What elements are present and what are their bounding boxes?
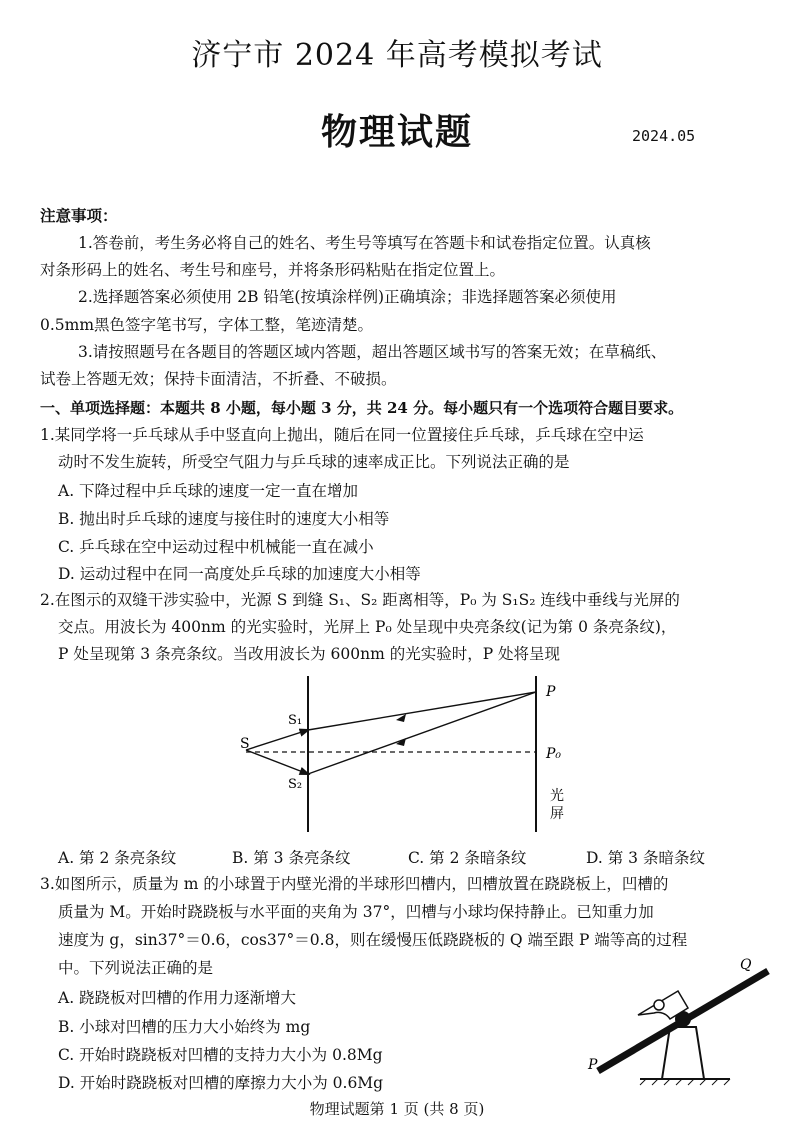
label-slit-1: S₁ <box>288 713 303 728</box>
question-2-option-b: B. 第 3 条亮条纹 <box>232 849 351 867</box>
notice-heading: 注意事项： <box>40 206 118 225</box>
label-q: Q <box>740 957 752 973</box>
question-1-option-c: C. 乒乓球在空中运动过程中机械能一直在减小 <box>58 538 374 556</box>
section-heading: 一、单项选择题：本题共 8 小题，每小题 3 分，共 24 分。每小题只有一个选项符合题目要求。 <box>40 399 684 417</box>
pivot-support <box>662 1027 704 1079</box>
double-slit-diagram <box>220 672 600 840</box>
notice-line: 对条形码上的姓名、考生号和座号，并将条形码粘贴在指定位置上。 <box>40 261 506 279</box>
label-screen-1: 光 <box>550 788 564 804</box>
question-2-stem: 交点。用波长为 400nm 的光实验时，光屏上 P₀ 处呈现中央亮条纹(记为第 0 条亮条纹)， <box>58 618 677 636</box>
seesaw-diagram <box>580 955 780 1095</box>
question-2-stem: 2.在图示的双缝干涉实验中，光源 S 到缝 S₁、S₂ 距离相等，P₀ 为 S₁S₂ 连线中垂线与光屏的 <box>40 591 680 609</box>
question-3-option-d: D. 开始时跷跷板对凹槽的摩擦力大小为 0.6Mg <box>58 1074 384 1092</box>
page-footer: 物理试题第 1 页 (共 8 页) <box>309 1100 485 1118</box>
label-p: P <box>546 684 556 700</box>
question-2-option-d: D. 第 3 条暗条纹 <box>586 849 705 867</box>
question-1-option-b: B. 抛出时乒乓球的速度与接住时的速度大小相等 <box>58 510 390 528</box>
ray-s2-p <box>308 692 536 774</box>
question-1-option-a: A. 下降过程中乒乓球的速度一定一直在增加 <box>58 482 359 500</box>
question-1-stem: 动时不发生旋转，所受空气阻力与乒乓球的速率成正比。下列说法正确的是 <box>58 453 570 471</box>
notice-line: 试卷上答题无效；保持卡面清洁，不折叠、不破损。 <box>40 370 397 388</box>
question-3-option-a: A. 跷跷板对凹槽的作用力逐渐增大 <box>58 989 297 1007</box>
question-2-option-a: A. 第 2 条亮条纹 <box>58 849 177 867</box>
notice-line: 3.请按照题号在各题目的答题区域内答题，超出答题区域书写的答案无效；在草稿纸、 <box>78 343 667 361</box>
notice-line: 1.答卷前，考生务必将自己的姓名、考生号等填写在答题卡和试卷指定位置。认真核 <box>78 234 651 252</box>
exam-date: 2024.05 <box>632 127 696 145</box>
label-p0: P₀ <box>546 746 562 762</box>
notice-line: 2.选择题答案必须使用 2B 铅笔(按填涂样例)正确填涂；非选择题答案必须使用 <box>78 288 617 306</box>
question-3-stem: 中。下列说法正确的是 <box>58 959 214 977</box>
label-screen-2: 屏 <box>550 806 564 822</box>
question-3-option-b: B. 小球对凹槽的压力大小始终为 mg <box>58 1018 311 1036</box>
question-3-stem: 速度为 g，sin37°＝0.6，cos37°＝0.8，则在缓慢压低跷跷板的 Q 端至跟 P 端等高的过程 <box>58 931 688 949</box>
label-source: S <box>240 736 250 752</box>
question-3-stem: 质量为 M。开始时跷跷板与水平面的夹角为 37°，凹槽与小球均保持静止。已知重力加 <box>58 903 654 921</box>
label-p: P <box>588 1057 598 1073</box>
exam-title: 济宁市 2024 年高考模拟考试 <box>191 38 603 73</box>
question-3-stem: 3.如图所示，质量为 m 的小球置于内壁光滑的半球形凹槽内，凹槽放置在跷跷板上，凹槽的 <box>40 875 669 893</box>
small-ball <box>654 1000 664 1010</box>
ray-s1-p <box>308 692 536 730</box>
question-3-option-c: C. 开始时跷跷板对凹槽的支持力大小为 0.8Mg <box>58 1046 383 1064</box>
subject-title: 物理试题 <box>320 111 473 153</box>
question-2-option-c: C. 第 2 条暗条纹 <box>408 849 527 867</box>
notice-line: 0.5mm黑色签字笔书写，字体工整，笔迹清楚。 <box>40 316 374 334</box>
question-1-stem: 1.某同学将一乒乓球从手中竖直向上抛出，随后在同一位置接住乒乓球，乒乓球在空中运 <box>40 426 644 444</box>
question-2-stem: P 处呈现第 3 条亮条纹。当改用波长为 600nm 的光实验时，P 处将呈现 <box>58 645 561 663</box>
label-slit-2: S₂ <box>288 777 303 792</box>
question-1-option-d: D. 运动过程中在同一高度处乒乓球的加速度大小相等 <box>58 565 421 583</box>
